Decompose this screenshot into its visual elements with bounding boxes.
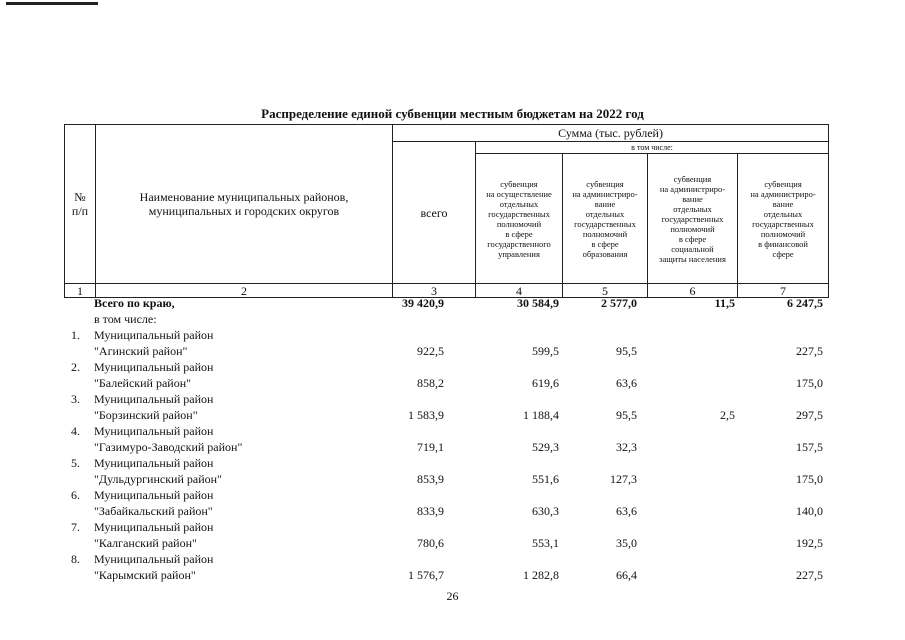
table-row-values [0,535,905,551]
row-v5: 32,3 [616,440,637,454]
row-v5: 63,6 [616,504,637,518]
table-row-values [0,503,905,519]
row-v5: 127,3 [610,472,637,486]
table-row [0,423,905,439]
row-v5: 35,0 [616,536,637,550]
row-v4: 1 188,4 [523,408,559,422]
row-name-line2: "Балейский район" [94,376,192,390]
row-v3: 833,9 [417,504,444,518]
row-number: 5. [71,456,80,470]
total-label: Всего по краю, [94,296,175,310]
header-sub-edu: субвенция на администриро- вание отдельных государственных полномочий в сфере образования [563,154,648,284]
table-row-values [0,375,905,391]
table-row [0,359,905,375]
table-row-values [0,439,905,455]
row-v5: 95,5 [616,344,637,358]
row-number: 3. [71,392,80,406]
row-name-line2: "Борзинский район" [94,408,198,422]
header-sum: Сумма (тыс. рублей) [393,125,829,142]
document-title: Распределение единой субвенции местным бюджетам на 2022 год [261,106,644,121]
row-v3: 853,9 [417,472,444,486]
in-that-label: в том числе: [94,312,157,326]
row-v7: 227,5 [796,344,823,358]
header-num: № п/п [65,125,96,284]
header-total: всего [393,142,476,284]
row-v3: 922,5 [417,344,444,358]
table-row [0,519,905,535]
table-row [0,551,905,567]
header-sub-gov: субвенция на осуществление отдельных государственных полномочий в сфере государственного управления [476,154,563,284]
row-v3: 719,1 [417,440,444,454]
row-number: 1. [71,328,80,342]
total-row [0,295,905,311]
row-v3: 1 583,9 [408,408,444,422]
row-name-line2: "Карымский район" [94,568,196,582]
row-v4: 553,1 [532,536,559,550]
row-v7: 227,5 [796,568,823,582]
row-v7: 192,5 [796,536,823,550]
row-v4: 619,6 [532,376,559,390]
row-number: 4. [71,424,80,438]
row-v3: 1 576,7 [408,568,444,582]
row-number: 8. [71,552,80,566]
row-v7: 297,5 [796,408,823,422]
row-v3: 858,2 [417,376,444,390]
row-v4: 1 282,8 [523,568,559,582]
total-v5: 2 577,0 [601,296,637,310]
row-v7: 140,0 [796,504,823,518]
table-row [0,487,905,503]
row-name-line2: "Газимуро-Заводский район" [94,440,243,454]
col-number: 7 [738,284,829,298]
row-v7: 175,0 [796,472,823,486]
row-v6: 2,5 [720,408,735,422]
row-v5: 95,5 [616,408,637,422]
table-row-values [0,343,905,359]
page-number: 26 [446,589,459,603]
total-v3: 39 420,9 [402,296,444,310]
row-v4: 551,6 [532,472,559,486]
row-v7: 175,0 [796,376,823,390]
row-name-line1: Муниципальный район [94,392,214,406]
table-row-values [0,471,905,487]
row-v5: 66,4 [616,568,637,582]
table-row-values [0,407,905,423]
total-v4: 30 584,9 [517,296,559,310]
row-v4: 599,5 [532,344,559,358]
row-name-line1: Муниципальный район [94,488,214,502]
row-v4: 529,3 [532,440,559,454]
table-row-values [0,567,905,583]
row-name-line1: Муниципальный район [94,520,214,534]
table-row [0,455,905,471]
col-number: 4 [476,284,563,298]
header-in-that: в том числе: [476,142,829,154]
col-number: 5 [563,284,648,298]
total-v6: 11,5 [714,296,735,310]
row-v7: 157,5 [796,440,823,454]
row-name-line1: Муниципальный район [94,360,214,374]
col-number: 2 [96,284,393,298]
header-sub-social: субвенция на администриро- вание отдельных государственных полномочий в сфере социальной защиты населения [648,154,738,284]
total-v7: 6 247,5 [787,296,823,310]
row-number: 2. [71,360,80,374]
row-name-line2: "Агинский район" [94,344,188,358]
row-number: 7. [71,520,80,534]
row-name-line2: "Калганский район" [94,536,197,550]
col-number: 6 [648,284,738,298]
row-name-line2: "Дульдургинский район" [94,472,222,486]
row-name-line1: Муниципальный район [94,552,214,566]
row-name-line2: "Забайкальский район" [94,504,213,518]
table-row [0,327,905,343]
table-row [0,391,905,407]
row-name-line1: Муниципальный район [94,424,214,438]
col-number: 1 [65,284,96,298]
row-name-line1: Муниципальный район [94,456,214,470]
col-number: 3 [393,284,476,298]
header-sub-finance: субвенция на администриро- вание отдельных государственных полномочий в финансовой сфере [738,154,829,284]
row-number: 6. [71,488,80,502]
row-v5: 63,6 [616,376,637,390]
row-name-line1: Муниципальный район [94,328,214,342]
row-v3: 780,6 [417,536,444,550]
in-that-row [0,311,905,327]
header-name: Наименование муниципальных районов, муниципальных и городских округов [96,125,393,284]
row-v4: 630,3 [532,504,559,518]
